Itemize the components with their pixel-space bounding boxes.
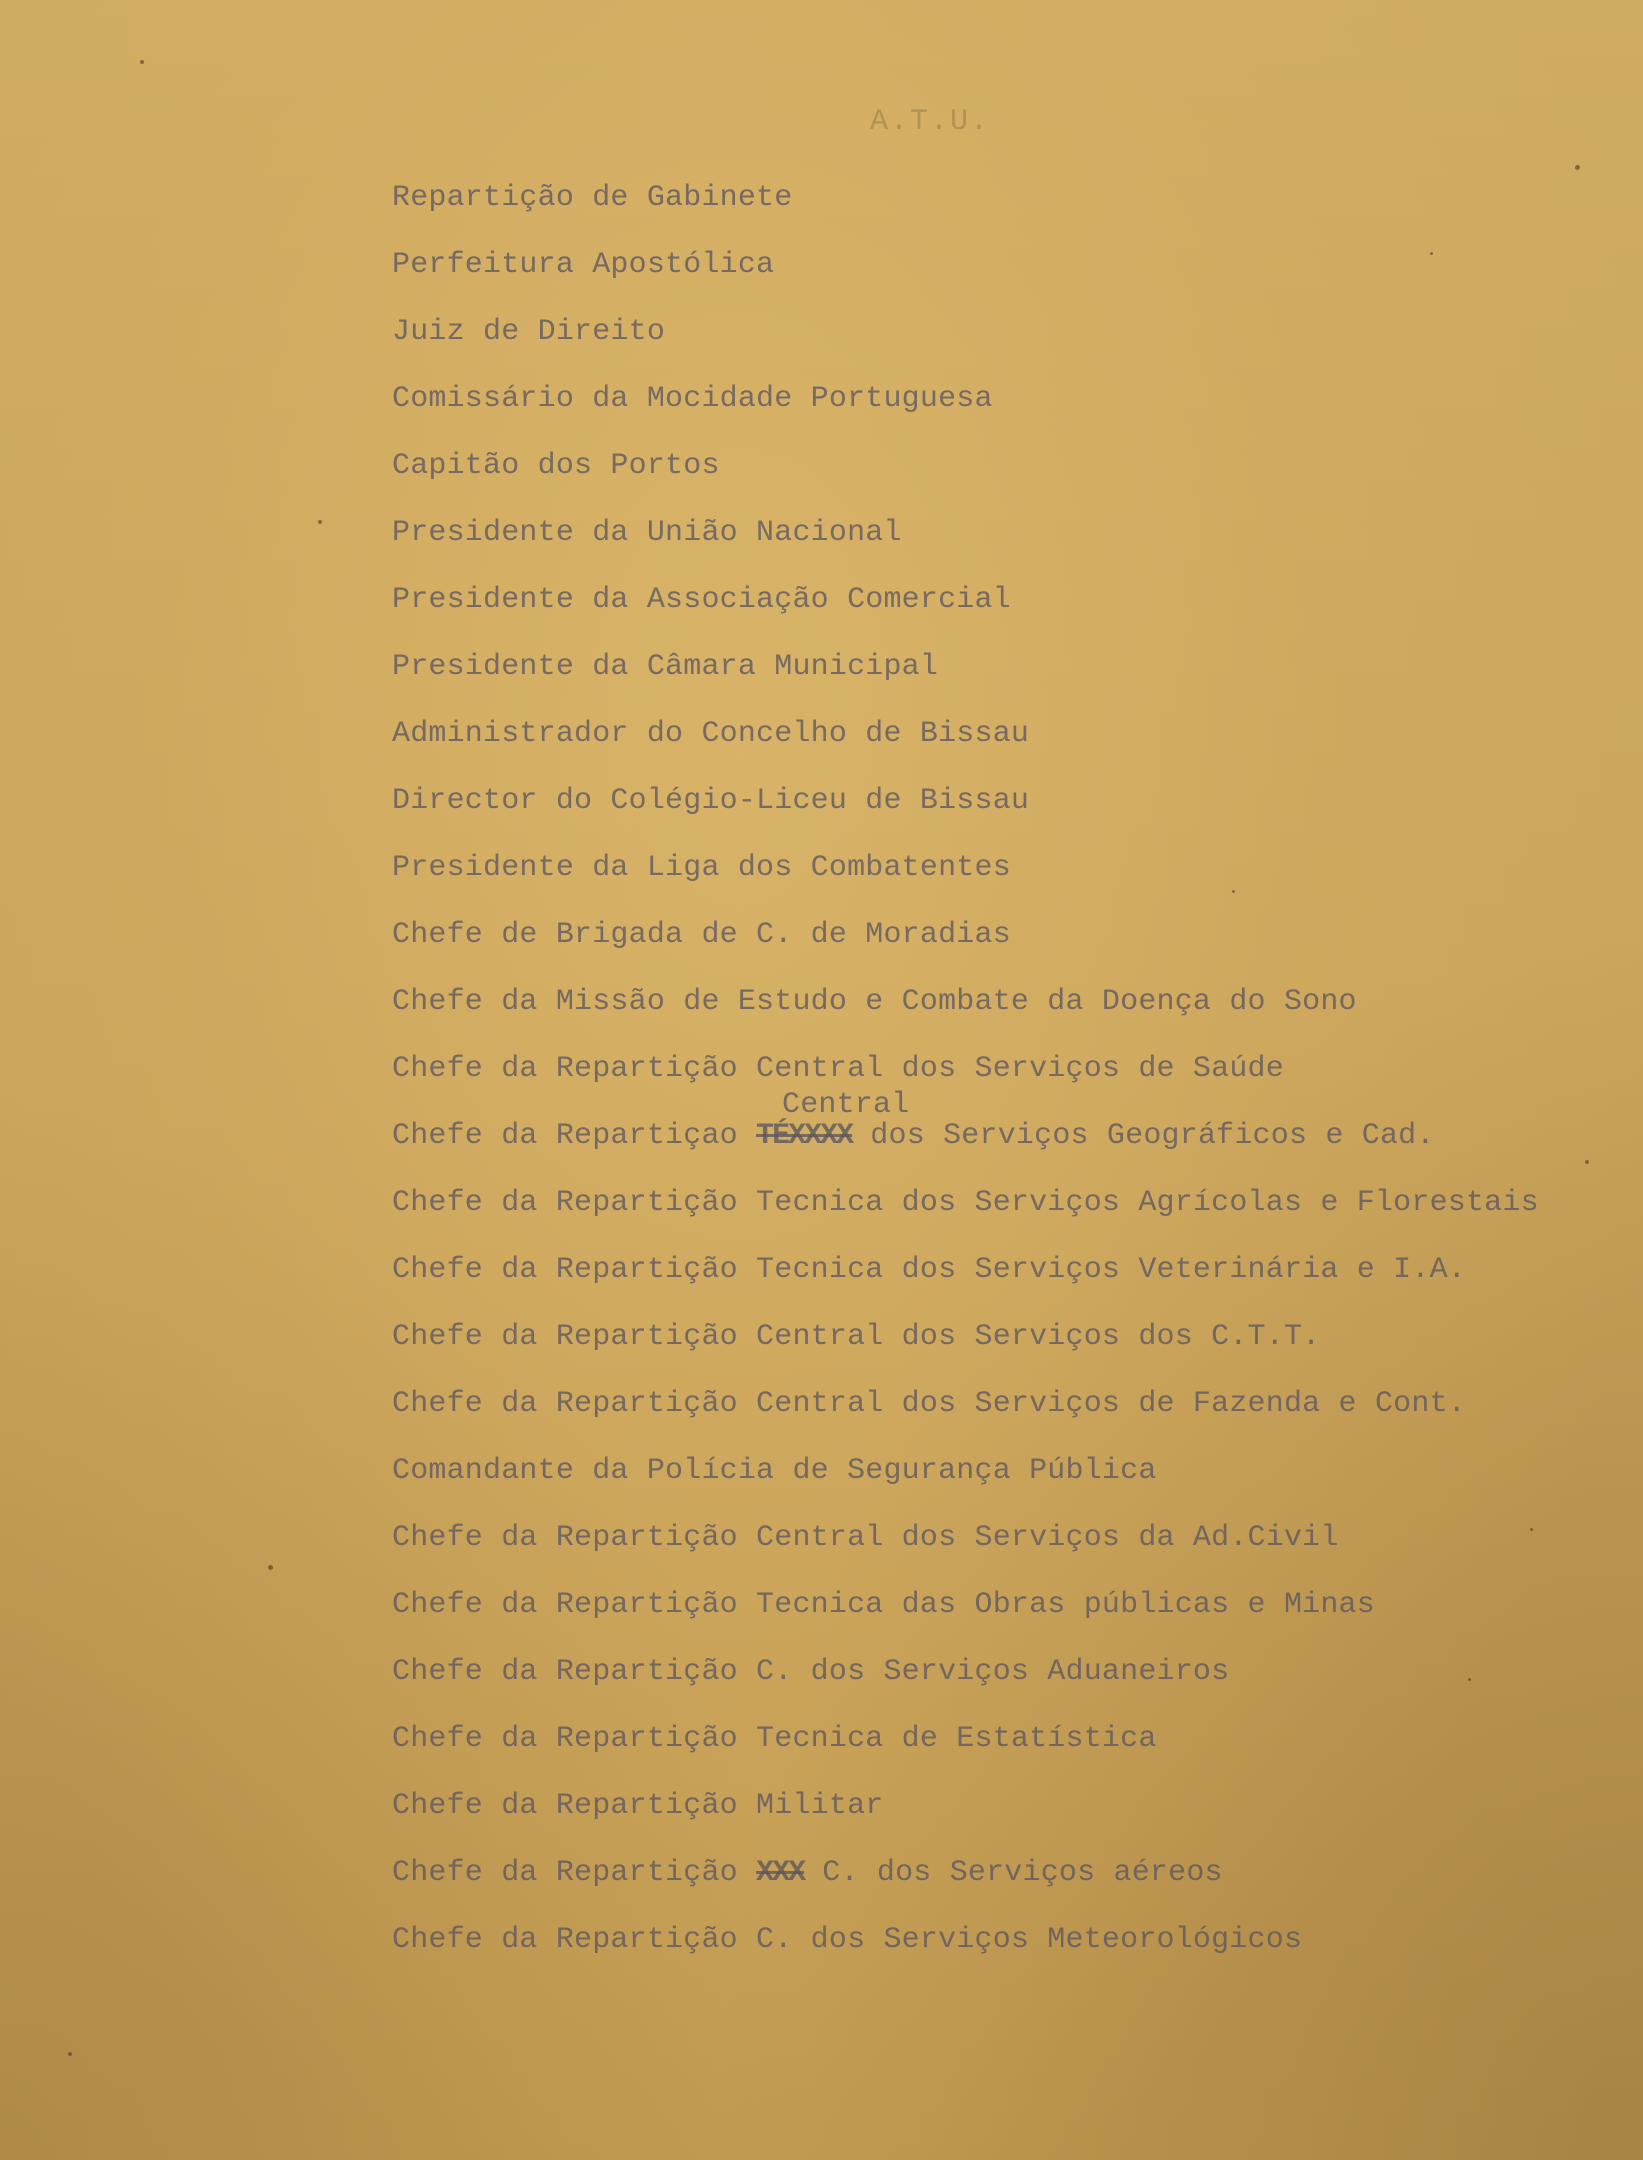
list-item: Director do Colégio-Liceu de Bissau <box>392 784 1030 818</box>
list-item: Chefe de Brigada de C. de Moradias <box>392 918 1011 952</box>
struck-out-text: XXX <box>756 1856 805 1890</box>
list-item: Chefe da Repartição C. dos Serviços Aduaneiros <box>392 1655 1230 1689</box>
list-item: Repartição de Gabinete <box>392 181 793 215</box>
list-item: Presidente da Liga dos Combatentes <box>392 851 1011 885</box>
list-item-corrected <box>392 1088 1632 1183</box>
list-item: Chefe da Repartição Militar <box>392 1789 884 1823</box>
entry-suffix: C. dos Serviços aéreos <box>804 1856 1223 1890</box>
recipient-list <box>392 178 1632 1987</box>
list-item: Chefe da Repartição Central dos Serviços de Fazenda e Cont. <box>392 1387 1466 1421</box>
paper-speck <box>140 60 144 64</box>
paper-speck <box>318 520 322 524</box>
list-item: Chefe da Repartição Tecnica de Estatística <box>392 1722 1157 1756</box>
list-item: Chefe da Repartição Tecnica das Obras públicas e Minas <box>392 1588 1375 1622</box>
list-item: Comandante da Polícia de Segurança Pública <box>392 1454 1157 1488</box>
list-item: Chefe da Repartição Central dos Serviços dos C.T.T. <box>392 1320 1321 1354</box>
list-item: Juiz de Direito <box>392 315 666 349</box>
paper-speck <box>1430 252 1433 255</box>
paper-speck <box>1468 1678 1471 1681</box>
overtyped-correction: Central <box>782 1088 910 1122</box>
paper-speck <box>1585 1160 1589 1164</box>
list-item: Perfeitura Apostólica <box>392 248 775 282</box>
paper-speck <box>68 2052 72 2056</box>
list-item: Administrador do Concelho de Bissau <box>392 717 1030 751</box>
list-item: Chefe da Repartição C. dos Serviços Meteorológicos <box>392 1923 1303 1957</box>
paper-speck <box>1575 165 1580 170</box>
list-item: Presidente da União Nacional <box>392 516 902 550</box>
entry-prefix: Chefe da Repartiçao <box>392 1119 757 1153</box>
entry-suffix: dos Serviços Geográficos e Cad. <box>852 1119 1435 1153</box>
struck-out-text: TÉXXXX <box>756 1119 853 1153</box>
paper-speck <box>268 1565 273 1570</box>
list-item-corrected <box>392 1853 1632 1920</box>
list-item: Comissário da Mocidade Portuguesa <box>392 382 993 416</box>
paper-speck <box>1232 890 1235 893</box>
list-item: Chefe da Repartição Tecnica dos Serviços Veterinária e I.A. <box>392 1253 1466 1287</box>
list-item: Capitão dos Portos <box>392 449 720 483</box>
list-item: Chefe da Repartição Central dos Serviços da Ad.Civil <box>392 1521 1339 1555</box>
page-number: A.T.U. <box>870 105 991 139</box>
list-item: Chefe da Missão de Estudo e Combate da Doença do Sono <box>392 985 1357 1019</box>
list-item: Chefe da Repartição Central dos Serviços de Saúde <box>392 1052 1284 1086</box>
list-item: Presidente da Associação Comercial <box>392 583 1011 617</box>
list-item: Chefe da Repartição Tecnica dos Serviços Agrícolas e Florestais <box>392 1186 1539 1220</box>
entry-prefix: Chefe da Repartição <box>392 1856 757 1890</box>
list-item: Presidente da Câmara Municipal <box>392 650 939 684</box>
paper-speck <box>1530 1528 1533 1531</box>
